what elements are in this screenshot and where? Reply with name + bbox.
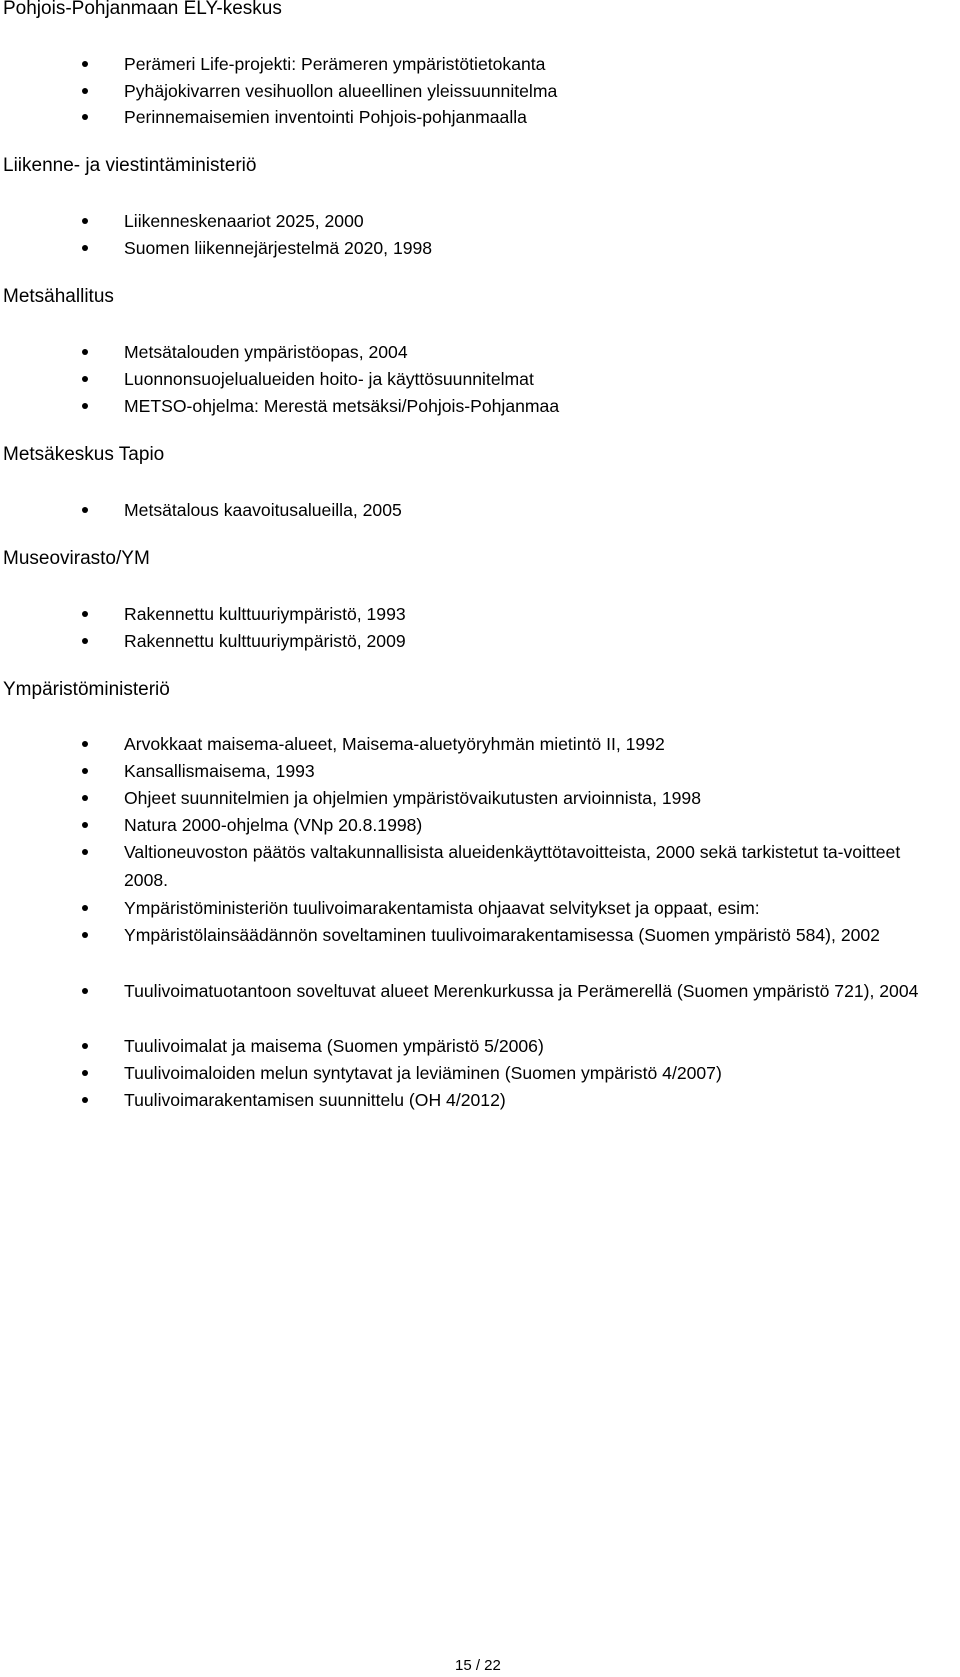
section-heading: Pohjois-Pohjanmaan ELY-keskus xyxy=(3,0,282,19)
list-item-text: Valtioneuvoston päätös valtakunnallisista alueidenkäyttötavoitteista, 2000 sekä tarkistetut ta-voitteet 2008. xyxy=(124,842,901,890)
list-item xyxy=(82,496,932,524)
bullet-icon xyxy=(82,376,88,382)
bullet-icon xyxy=(82,822,88,828)
bullet-icon xyxy=(82,218,88,224)
section-heading: Metsäkeskus Tapio xyxy=(3,444,165,465)
bullet-icon xyxy=(82,1043,88,1049)
bullet-icon xyxy=(82,741,88,747)
list-item-text: Metsätalous kaavoitusalueilla, 2005 xyxy=(124,500,402,520)
bullet-icon xyxy=(82,61,88,67)
list-item xyxy=(82,921,932,949)
list-item-text: Rakennettu kulttuuriympäristö, 1993 xyxy=(124,604,406,624)
list-item xyxy=(82,365,932,393)
list-item-text: Perinnemaisemien inventointi Pohjois-pohjanmaalla xyxy=(124,107,527,127)
section-heading: Museovirasto/YM xyxy=(3,548,150,569)
list-item-text: Pyhäjokivarren vesihuollon alueellinen yleissuunnitelma xyxy=(124,81,558,101)
list-item xyxy=(82,757,932,785)
list-item xyxy=(82,977,932,1005)
list-item xyxy=(82,234,932,262)
bullet-icon xyxy=(82,611,88,617)
list-item xyxy=(82,207,932,235)
list-item-text: Tuulivoimaloiden melun syntytavat ja leviäminen (Suomen ympäristö 4/2007) xyxy=(124,1063,722,1083)
list-item-text: Rakennettu kulttuuriympäristö, 2009 xyxy=(124,631,406,651)
bullet-icon xyxy=(82,349,88,355)
list-item xyxy=(82,338,932,366)
list-item xyxy=(82,1059,932,1087)
page-number: 15 / 22 xyxy=(455,1657,501,1674)
bullet-icon xyxy=(82,932,88,938)
bullet-icon xyxy=(82,768,88,774)
list-item-text: Ympäristölainsäädännön soveltaminen tuulivoimarakentamisessa (Suomen ympäristö 584), 2002 xyxy=(124,925,880,945)
section-heading: Liikenne- ja viestintäministeriö xyxy=(3,155,257,176)
list-item-text: Tuulivoimalat ja maisema (Suomen ympäristö 5/2006) xyxy=(124,1036,544,1056)
list-item-text: Ympäristöministeriön tuulivoimarakentamista ohjaavat selvitykset ja oppaat, esim: xyxy=(124,898,760,918)
list-item xyxy=(82,392,932,420)
list-item xyxy=(82,1032,932,1060)
section-heading: Metsähallitus xyxy=(3,286,114,307)
list-item xyxy=(82,811,932,839)
bullet-icon xyxy=(82,849,88,855)
list-item-text: Luonnonsuojelualueiden hoito- ja käyttösuunnitelmat xyxy=(124,369,534,389)
list-item xyxy=(82,77,932,105)
list-item xyxy=(82,838,932,894)
list-item-text: Suomen liikennejärjestelmä 2020, 1998 xyxy=(124,238,433,258)
list-item xyxy=(82,103,932,131)
bullet-icon xyxy=(82,795,88,801)
bullet-icon xyxy=(82,1097,88,1103)
list-item xyxy=(82,50,932,78)
list-item xyxy=(82,1086,932,1114)
bullet-icon xyxy=(82,88,88,94)
list-item xyxy=(82,627,932,655)
list-item xyxy=(82,784,932,812)
list-item xyxy=(82,600,932,628)
bullet-icon xyxy=(82,638,88,644)
list-item-text: METSO-ohjelma: Merestä metsäksi/Pohjois-Pohjanmaa xyxy=(124,396,560,416)
list-item-text: Tuulivoimatuotantoon soveltuvat alueet Merenkurkussa ja Perämerellä (Suomen ympäristö 721), 2004 xyxy=(124,981,919,1001)
list-item-text: Metsätalouden ympäristöopas, 2004 xyxy=(124,342,408,362)
bullet-icon xyxy=(82,245,88,251)
list-item-text: Ohjeet suunnitelmien ja ohjelmien ympäristövaikutusten arvioinnista, 1998 xyxy=(124,788,702,808)
list-item-text: Natura 2000-ohjelma (VNp 20.8.1998) xyxy=(124,815,423,835)
bullet-icon xyxy=(82,403,88,409)
list-item xyxy=(82,730,932,758)
list-item-text: Perämeri Life-projekti: Perämeren ympäristötietokanta xyxy=(124,54,546,74)
list-item-text: Kansallismaisema, 1993 xyxy=(124,761,315,781)
list-item-text: Arvokkaat maisema-alueet, Maisema-aluetyöryhmän mietintö II, 1992 xyxy=(124,734,665,754)
bullet-icon xyxy=(82,114,88,120)
section-heading: Ympäristöministeriö xyxy=(3,679,170,700)
list-item-text: Liikenneskenaariot 2025, 2000 xyxy=(124,211,364,231)
bullet-icon xyxy=(82,905,88,911)
list-item-text: Tuulivoimarakentamisen suunnittelu (OH 4/2012) xyxy=(124,1090,506,1110)
bullet-icon xyxy=(82,988,88,994)
bullet-icon xyxy=(82,507,88,513)
list-item xyxy=(82,894,932,922)
bullet-icon xyxy=(82,1070,88,1076)
